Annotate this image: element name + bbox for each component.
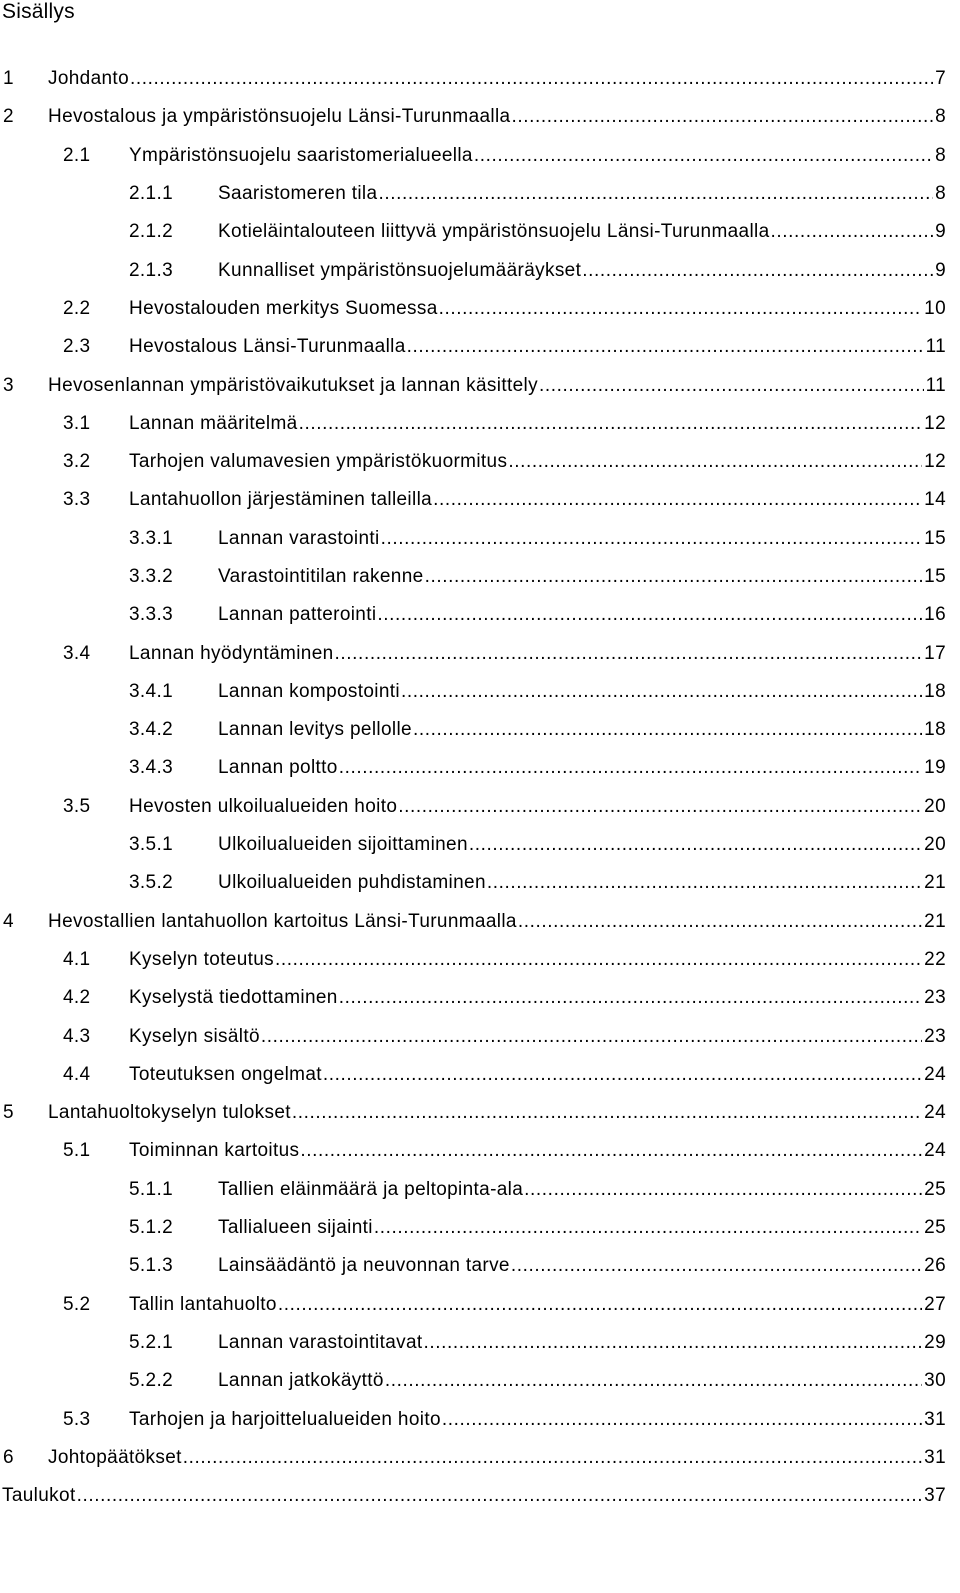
toc-entry[interactable]: [0, 634, 946, 672]
toc-dot-leader: [508, 451, 922, 473]
toc-entry[interactable]: [0, 749, 946, 787]
toc-entry[interactable]: [0, 366, 946, 404]
toc-entry-page-number: 37: [924, 1485, 946, 1507]
toc-entry-number: 5.3: [63, 1408, 91, 1430]
toc-entry[interactable]: [0, 443, 946, 481]
toc-entry-title: Kyselyn sisältö: [129, 1025, 260, 1047]
toc-entry-title: Kyselystä tiedottaminen: [129, 987, 338, 1009]
toc-entry-number: 5.1: [63, 1140, 91, 1162]
toc-dot-leader: [487, 872, 922, 894]
toc-entry-number: 3.4.2: [129, 719, 174, 741]
toc-entry-number: 3.4: [63, 642, 91, 664]
toc-dot-leader: [130, 68, 933, 90]
toc-entry-number: 2.1.1: [129, 183, 174, 205]
toc-entry-page-number: 14: [924, 489, 946, 511]
toc-entry-title: Varastointitilan rakenne: [218, 566, 424, 587]
toc-entry[interactable]: [0, 1477, 946, 1515]
toc-entry-number: 2.2: [63, 297, 91, 319]
toc-entry-page-number: 23: [924, 1025, 946, 1047]
toc-entry-page-number: 8: [935, 144, 946, 166]
toc-entry-title: Ulkoilualueiden sijoittaminen: [218, 834, 468, 856]
toc-entry-page-number: 15: [924, 527, 946, 549]
toc-entry-title: Ympäristönsuojelu saaristomerialueella: [129, 144, 473, 166]
toc-dot-leader: [401, 681, 922, 703]
toc-entry-title: Tallialueen sijainti: [218, 1217, 373, 1239]
toc-dot-leader: [511, 1255, 922, 1277]
toc-entry-title: Toteutuksen ongelmat: [129, 1063, 322, 1085]
toc-entry-number: 1: [3, 68, 14, 90]
toc-dot-leader: [278, 1294, 922, 1316]
toc-entry-number: 2: [3, 106, 14, 128]
toc-entry-number: 3.3.1: [129, 527, 174, 549]
toc-entry-number: 5.1.3: [129, 1255, 174, 1277]
toc-entry-title: Lannan poltto: [218, 757, 338, 779]
toc-entry-number: 2.1.3: [129, 259, 174, 281]
toc-entry[interactable]: [0, 1094, 946, 1132]
toc-entry-page-number: 25: [924, 1178, 946, 1200]
toc-dot-leader: [300, 1140, 922, 1162]
toc-entry[interactable]: [0, 328, 946, 366]
toc-entry-title: Hevosenlannan ympäristövaikutukset ja lannan käsittely: [48, 374, 538, 396]
toc-entry-page-number: 9: [935, 221, 946, 243]
toc-entry-number: 6: [3, 1446, 14, 1468]
toc-entry-number: 3.4.3: [129, 757, 174, 779]
toc-entry[interactable]: [0, 481, 946, 519]
toc-entry[interactable]: [0, 673, 946, 711]
toc-entry-page-number: 12: [924, 451, 946, 473]
toc-entry-page-number: 10: [924, 297, 946, 319]
toc-dot-leader: [442, 1409, 922, 1431]
toc-dot-leader: [378, 183, 933, 205]
toc-entry-page-number: 20: [924, 795, 946, 817]
toc-dot-leader: [77, 1485, 923, 1507]
toc-entry-title: Taulukot: [2, 1485, 76, 1507]
toc-dot-leader: [439, 298, 923, 320]
toc-entry-title: Lannan varastointitavat: [218, 1331, 423, 1353]
toc-entry-page-number: 27: [924, 1293, 946, 1315]
toc-entry-page-number: 23: [924, 987, 946, 1009]
toc-entry-title: Johdanto: [48, 68, 129, 90]
toc-entry-title: Lannan kompostointi: [218, 680, 400, 702]
toc-entry-number: 3.5: [63, 795, 91, 817]
table-of-contents: [0, 60, 946, 1515]
toc-entry-page-number: 15: [924, 566, 946, 587]
toc-entry[interactable]: [0, 98, 946, 136]
toc-entry-number: 3.2: [63, 451, 91, 473]
toc-entry[interactable]: [0, 1439, 946, 1477]
toc-entry-title: Hevostalous ja ympäristönsuojelu Länsi-Turunmaalla: [48, 106, 511, 128]
toc-dot-leader: [292, 1102, 922, 1124]
toc-dot-leader: [511, 106, 933, 128]
toc-entry-title: Kyselyn toteutus: [129, 948, 275, 970]
toc-entry-title: Hevosten ulkoilualueiden hoito: [129, 795, 398, 817]
toc-dot-leader: [398, 796, 922, 818]
toc-dot-leader: [407, 336, 924, 358]
toc-dot-leader: [469, 834, 922, 856]
toc-dot-leader: [424, 1332, 923, 1354]
toc-entry-page-number: 18: [924, 680, 946, 702]
toc-entry[interactable]: [0, 558, 946, 596]
toc-entry-number: 2.1.2: [129, 221, 174, 243]
toc-entry-title: Kunnalliset ympäristönsuojelumääräykset: [218, 259, 582, 281]
toc-entry-title: Hevostalouden merkitys Suomessa: [129, 297, 438, 319]
toc-heading: Sisällys: [2, 0, 75, 23]
toc-entry-page-number: 21: [924, 872, 946, 894]
toc-dot-leader: [374, 1217, 922, 1239]
toc-entry-page-number: 11: [925, 374, 946, 396]
toc-entry[interactable]: [0, 1247, 946, 1285]
toc-entry-title: Tarhojen valumavesien ympäristökuormitus: [129, 451, 508, 473]
toc-dot-leader: [524, 1179, 922, 1201]
toc-entry-title: Lannan hyödyntäminen: [129, 642, 334, 664]
toc-entry-title: Lainsäädäntö ja neuvonnan tarve: [218, 1255, 510, 1277]
toc-entry-number: 5.1.2: [129, 1217, 174, 1239]
toc-entry[interactable]: [0, 1017, 946, 1055]
toc-entry[interactable]: [0, 1324, 946, 1362]
toc-entry[interactable]: [0, 290, 946, 328]
toc-entry[interactable]: [0, 1400, 946, 1438]
toc-entry[interactable]: [0, 251, 946, 289]
toc-entry-page-number: 17: [924, 642, 946, 664]
toc-entry-page-number: 29: [924, 1331, 946, 1353]
toc-dot-leader: [433, 489, 922, 511]
toc-entry[interactable]: [0, 864, 946, 902]
toc-entry-title: Tallin lantahuolto: [129, 1293, 277, 1315]
toc-entry-page-number: 24: [924, 1063, 946, 1085]
toc-entry-page-number: 31: [924, 1408, 946, 1430]
toc-entry-title: Kotieläintalouteen liittyvä ympäristönsuojelu Länsi-Turunmaalla: [218, 221, 770, 243]
toc-entry-number: 4: [3, 910, 14, 932]
toc-entry-title: Lannan jatkokäyttö: [218, 1370, 384, 1392]
toc-entry[interactable]: [0, 979, 946, 1017]
toc-entry[interactable]: [0, 1056, 946, 1094]
toc-entry[interactable]: [0, 1132, 946, 1170]
toc-dot-leader: [335, 643, 923, 665]
toc-entry[interactable]: [0, 405, 946, 443]
toc-entry-title: Lantahuollon järjestäminen talleilla: [129, 489, 433, 511]
toc-entry-number: 4.4: [63, 1063, 91, 1085]
toc-entry-number: 3.3.2: [129, 566, 174, 587]
toc-dot-leader: [539, 375, 924, 397]
toc-entry-page-number: 30: [924, 1370, 946, 1392]
toc-entry-number: 3: [3, 374, 14, 396]
toc-entry-number: 4.1: [63, 948, 91, 970]
toc-entry-title: Toiminnan kartoitus: [129, 1140, 300, 1162]
toc-entry-page-number: 25: [924, 1217, 946, 1239]
toc-entry-title: Lantahuoltokyselyn tulokset: [48, 1102, 291, 1124]
toc-entry-title: Lannan levitys pellolle: [218, 719, 412, 741]
toc-entry-number: 5.1.1: [129, 1178, 174, 1200]
toc-entry-number: 3.3.3: [129, 604, 174, 626]
toc-entry-title: Lannan patterointi: [218, 604, 377, 626]
toc-dot-leader: [183, 1447, 922, 1469]
toc-entry-number: 5.2.1: [129, 1331, 174, 1353]
toc-entry-number: 3.4.1: [129, 680, 174, 702]
toc-entry-title: Ulkoilualueiden puhdistaminen: [218, 872, 486, 894]
toc-entry-page-number: 8: [935, 106, 946, 128]
toc-entry-title: Hevostallien lantahuollon kartoitus Länsi-Turunmaalla: [48, 910, 517, 932]
toc-dot-leader: [771, 221, 934, 243]
toc-entry[interactable]: [0, 903, 946, 941]
toc-entry-number: 3.5.2: [129, 872, 174, 894]
toc-entry-number: 3.3: [63, 489, 91, 511]
toc-dot-leader: [413, 719, 922, 741]
toc-entry-title: Tallien eläinmäärä ja peltopinta-ala: [218, 1178, 524, 1200]
toc-entry[interactable]: [0, 520, 946, 558]
toc-entry-title: Johtopäätökset: [48, 1446, 182, 1468]
toc-entry-page-number: 19: [924, 757, 946, 779]
toc-entry[interactable]: [0, 60, 946, 98]
toc-entry-title: Lannan määritelmä: [129, 412, 298, 434]
toc-dot-leader: [339, 757, 922, 779]
toc-entry-page-number: 20: [924, 834, 946, 856]
toc-entry-number: 3.1: [63, 412, 91, 434]
toc-dot-leader: [385, 1370, 922, 1392]
toc-entry[interactable]: [0, 826, 946, 864]
toc-entry-page-number: 26: [924, 1255, 946, 1277]
toc-dot-leader: [425, 566, 923, 588]
toc-entry-title: Saaristomeren tila: [218, 183, 378, 205]
toc-entry-number: 5.2.2: [129, 1370, 174, 1392]
toc-dot-leader: [474, 145, 933, 167]
toc-dot-leader: [323, 1064, 922, 1086]
toc-entry[interactable]: [0, 1286, 946, 1324]
toc-entry-page-number: 18: [924, 719, 946, 741]
toc-entry-number: 2.3: [63, 336, 91, 358]
toc-entry[interactable]: [0, 788, 946, 826]
toc-entry[interactable]: [0, 1209, 946, 1247]
toc-dot-leader: [582, 260, 933, 282]
toc-entry-number: 5: [3, 1102, 14, 1124]
toc-entry-page-number: 16: [924, 604, 946, 626]
toc-entry[interactable]: [0, 213, 946, 251]
toc-entry-page-number: 31: [924, 1446, 946, 1468]
toc-dot-leader: [261, 1026, 922, 1048]
toc-entry[interactable]: [0, 175, 946, 213]
toc-entry-number: 3.5.1: [129, 834, 174, 856]
toc-entry-page-number: 22: [924, 948, 946, 970]
toc-entry-page-number: 24: [924, 1140, 946, 1162]
toc-entry[interactable]: [0, 596, 946, 634]
toc-entry[interactable]: [0, 1362, 946, 1400]
toc-entry-number: 4.3: [63, 1025, 91, 1047]
toc-entry[interactable]: [0, 1171, 946, 1209]
toc-entry[interactable]: [0, 941, 946, 979]
toc-entry[interactable]: [0, 711, 946, 749]
toc-entry-title: Lannan varastointi: [218, 527, 380, 549]
toc-entry-page-number: 8: [935, 183, 946, 205]
toc-entry-page-number: 11: [925, 336, 946, 358]
toc-entry-page-number: 21: [924, 910, 946, 932]
toc-dot-leader: [275, 949, 922, 971]
toc-entry-page-number: 9: [935, 259, 946, 281]
toc-entry-number: 4.2: [63, 987, 91, 1009]
toc-entry-number: 2.1: [63, 144, 91, 166]
toc-dot-leader: [381, 528, 923, 550]
toc-dot-leader: [518, 911, 922, 933]
toc-entry-page-number: 12: [924, 412, 946, 434]
toc-entry-page-number: 24: [924, 1102, 946, 1124]
toc-entry-title: Hevostalous Länsi-Turunmaalla: [129, 336, 406, 358]
toc-dot-leader: [299, 413, 923, 435]
toc-entry-title: Tarhojen ja harjoittelualueiden hoito: [129, 1408, 441, 1430]
toc-dot-leader: [339, 987, 922, 1009]
toc-entry[interactable]: [0, 137, 946, 175]
toc-entry-number: 5.2: [63, 1293, 91, 1315]
toc-dot-leader: [377, 604, 922, 626]
toc-entry-page-number: 7: [935, 68, 946, 90]
